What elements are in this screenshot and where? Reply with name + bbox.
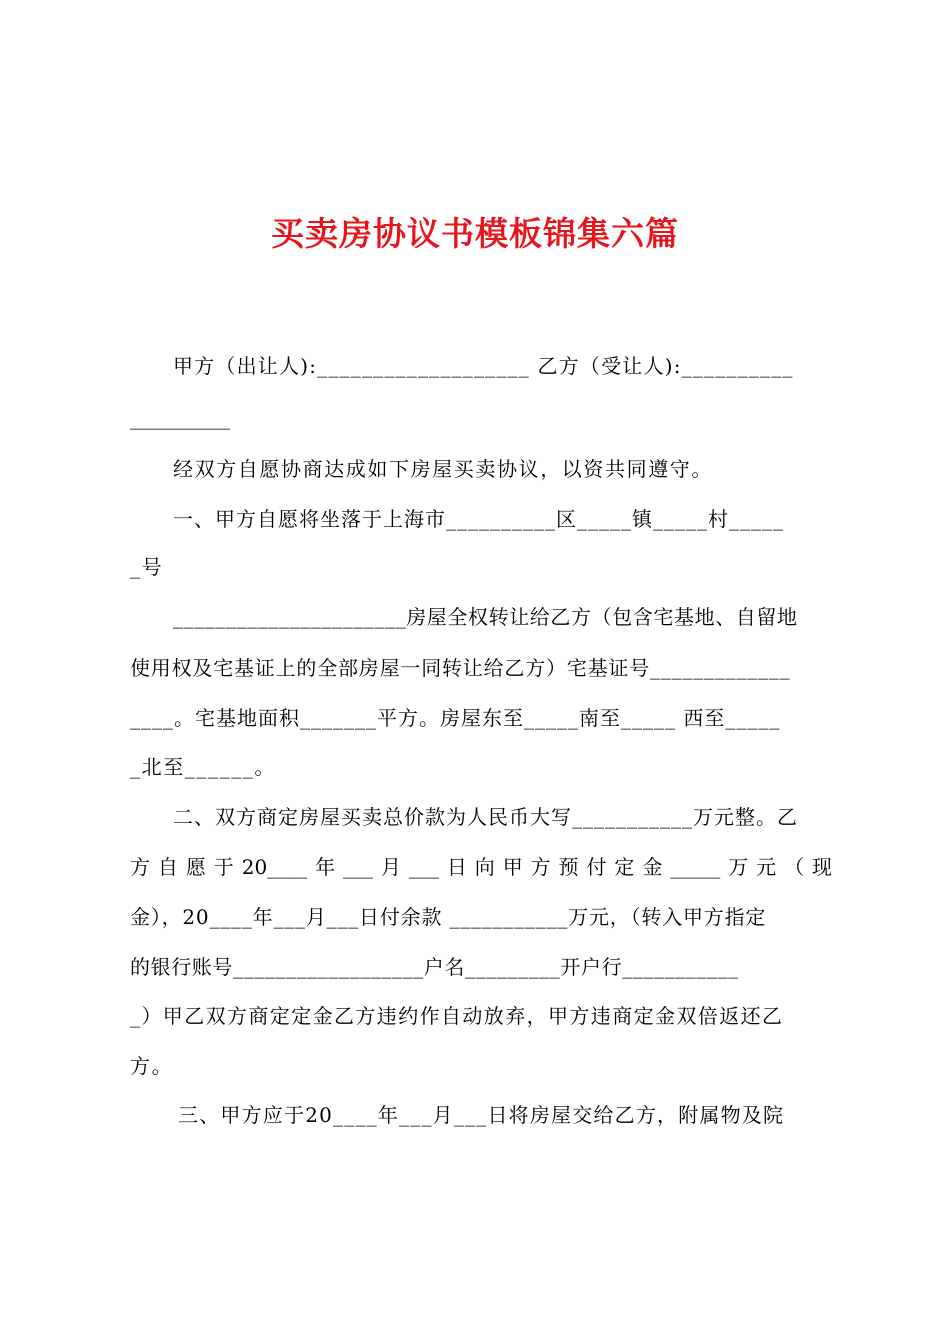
paragraph-line-clause-3: 三、甲方应于20____年___月___日将房屋交给乙方，附属物及院 xyxy=(178,1103,785,1127)
paragraph-line-clause-2-deposit: 方自愿于20____年___月___日向甲方预付定金_____万元（现 xyxy=(130,855,832,879)
paragraph-line-clause-2-end: 方。 xyxy=(130,1054,174,1078)
paragraph-line-clause-2: 二、双方商定房屋买卖总价款为人民币大写___________万元整。乙 xyxy=(173,805,798,829)
document-title: 买卖房协议书模板锦集六篇 xyxy=(271,214,679,253)
paragraph-line-clause-1-transfer: ______________________房屋全权转让给乙方（包含宅基地、自留地 xyxy=(173,605,798,629)
paragraph-line-agreement-intro: 经双方自愿协商达成如下房屋买卖协议，以资共同遵守。 xyxy=(173,457,713,481)
paragraph-line-clause-1: 一、甲方自愿将坐落于上海市__________区_____镇_____村_____ xyxy=(173,507,784,531)
paragraph-line-clause-2-balance: 金），20____年___月___日付余款 ___________万元，（转入甲方指定 xyxy=(130,905,767,929)
paragraph-line-clause-2-penalty: _）甲乙双方商定定金乙方违约作自动放弃，甲方违商定金双倍返还乙 xyxy=(130,1004,784,1028)
paragraph-line-party-a-b: 甲方（出让人):___________________ 乙方（受让人):__________ xyxy=(173,354,794,378)
paragraph-line-clause-1-number: _号 xyxy=(130,555,164,579)
paragraph-line-party-b-continued: __________ xyxy=(130,406,230,430)
paragraph-line-clause-1-certificate: 使用权及宅基证上的全部房屋一同转让给乙方）宅基证号_____________ xyxy=(130,656,791,680)
paragraph-line-clause-1-area: ____。宅基地面积_______平方。房屋东至_____南至_____ 西至_____ xyxy=(130,706,781,730)
paragraph-line-clause-2-bank: 的银行账号__________________户名_________开户行___________ xyxy=(130,955,739,979)
paragraph-line-clause-1-north: _北至______。 xyxy=(130,755,276,779)
